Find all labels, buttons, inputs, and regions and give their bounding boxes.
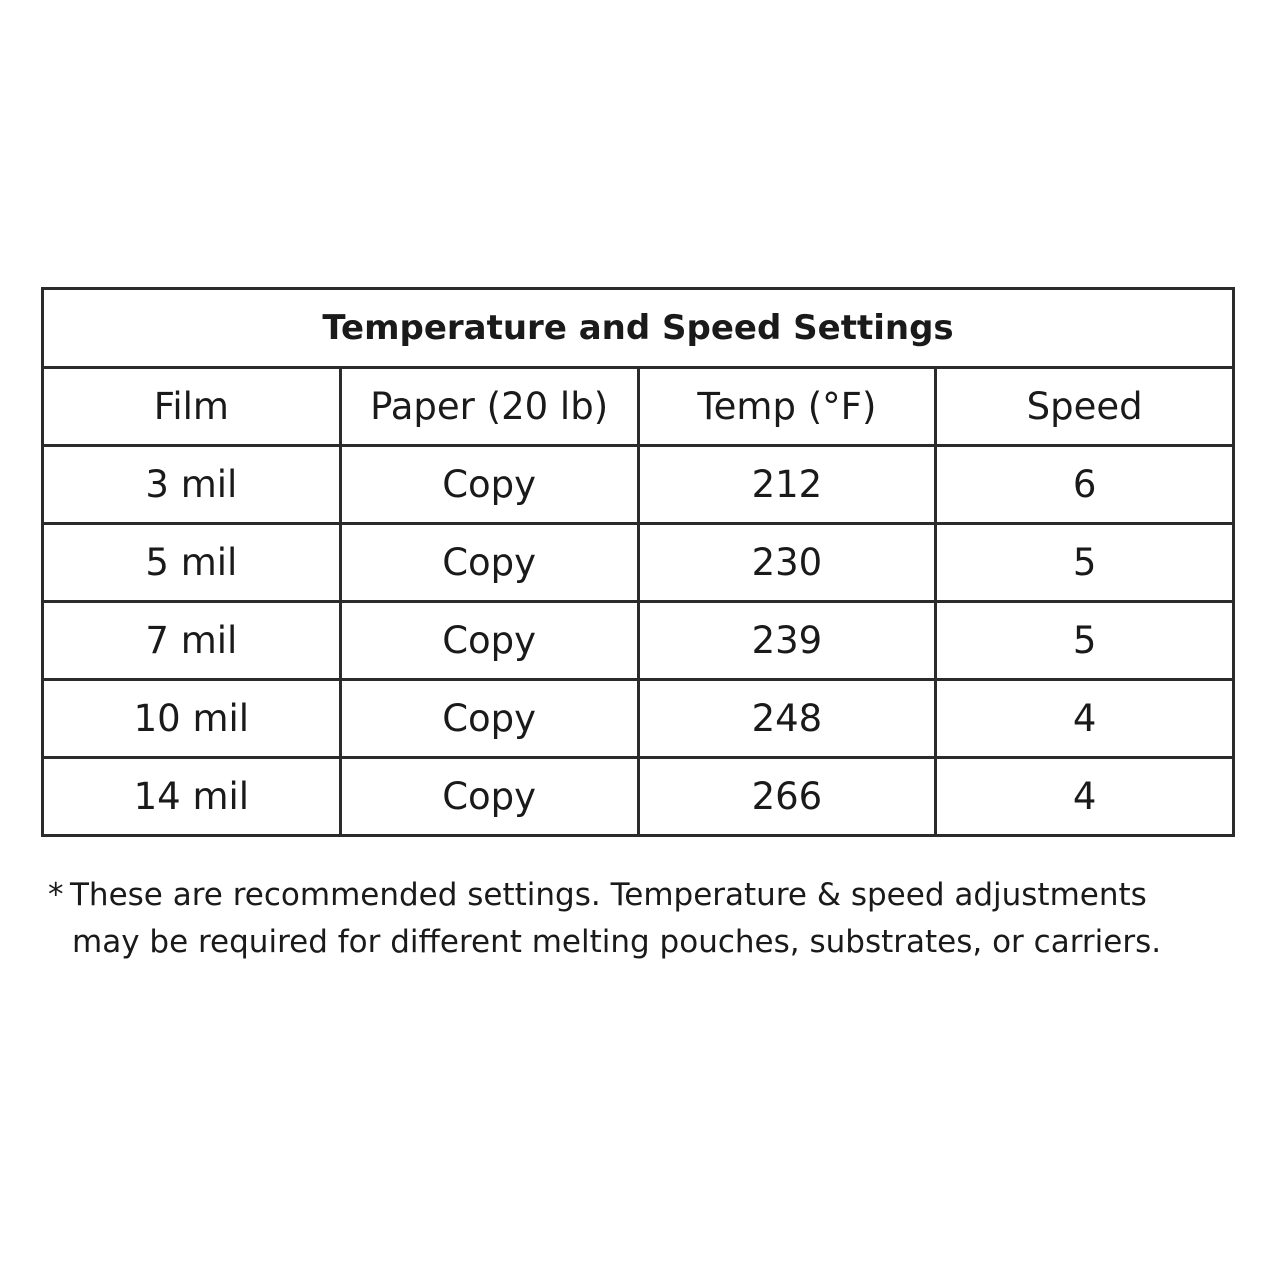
temp-cell: 266: [638, 758, 936, 836]
film-cell: 5 mil: [43, 524, 341, 602]
footnote-marker: *: [48, 877, 64, 913]
table-row: [43, 758, 1234, 836]
paper-cell: Copy: [340, 680, 638, 758]
settings-table: [41, 287, 1235, 837]
temp-cell: 230: [638, 524, 936, 602]
paper-cell: Copy: [340, 758, 638, 836]
footnote-line-1: [48, 872, 1238, 919]
table-title-row: [43, 289, 1234, 368]
temp-cell: 248: [638, 680, 936, 758]
speed-cell: 6: [936, 446, 1234, 524]
table-title: Temperature and Speed Settings: [43, 289, 1234, 368]
paper-cell: Copy: [340, 602, 638, 680]
table-row: [43, 524, 1234, 602]
footnote-text-1: These are recommended settings. Temperature & speed adjustments: [70, 877, 1147, 913]
table-row: [43, 602, 1234, 680]
speed-cell: 5: [936, 602, 1234, 680]
table-row: [43, 446, 1234, 524]
column-header-speed: Speed: [936, 368, 1234, 446]
film-cell: 10 mil: [43, 680, 341, 758]
column-header-paper: Paper (20 lb): [340, 368, 638, 446]
column-header-temp: Temp (°F): [638, 368, 936, 446]
table-header-row: [43, 368, 1234, 446]
film-cell: 3 mil: [43, 446, 341, 524]
film-cell: 7 mil: [43, 602, 341, 680]
speed-cell: 4: [936, 680, 1234, 758]
film-cell: 14 mil: [43, 758, 341, 836]
table-row: [43, 680, 1234, 758]
speed-cell: 5: [936, 524, 1234, 602]
paper-cell: Copy: [340, 446, 638, 524]
footnote: [48, 872, 1238, 966]
speed-cell: 4: [936, 758, 1234, 836]
footnote-line-2: may be required for different melting pouches, substrates, or carriers.: [72, 924, 1162, 960]
temp-cell: 212: [638, 446, 936, 524]
paper-cell: Copy: [340, 524, 638, 602]
temp-cell: 239: [638, 602, 936, 680]
column-header-film: Film: [43, 368, 341, 446]
